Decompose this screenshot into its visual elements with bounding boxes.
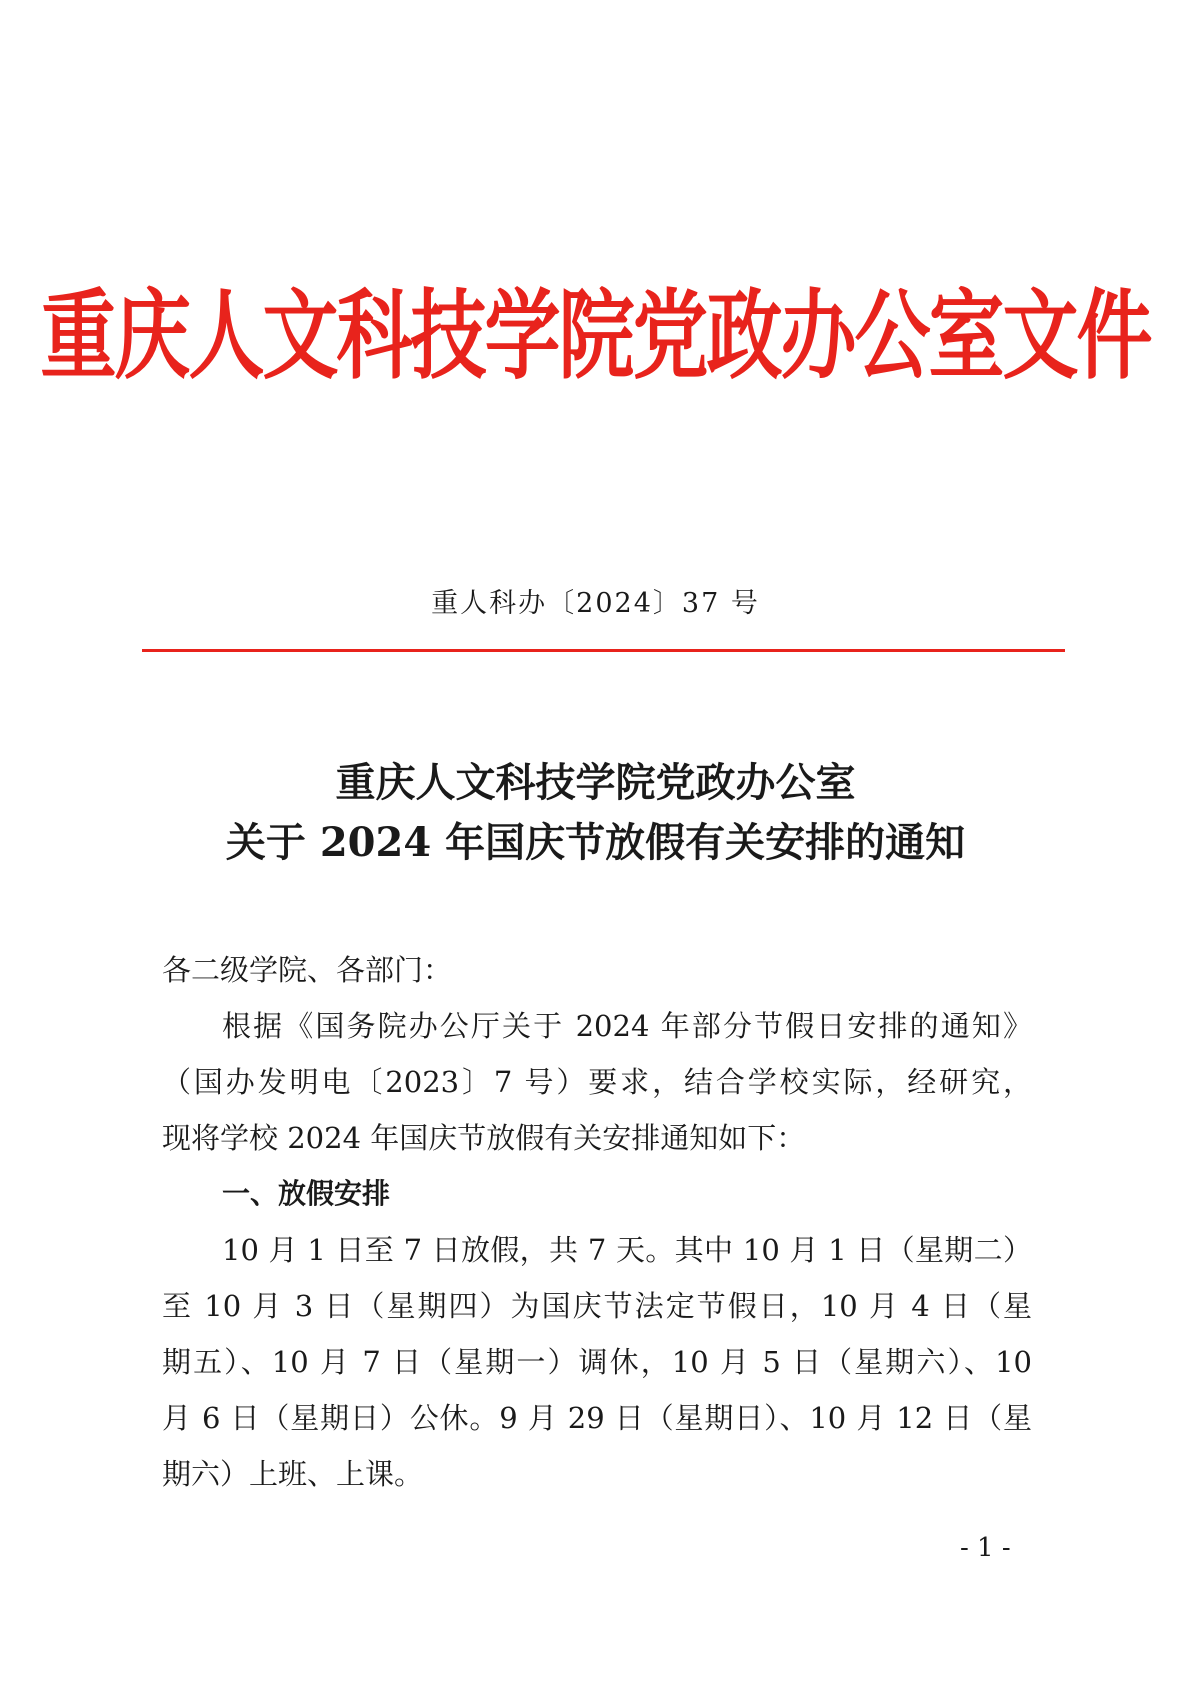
- document-number: 重人科办〔2024〕37 号: [431, 588, 760, 619]
- section-1-line-5: 期六）上班、上课。: [162, 1457, 424, 1491]
- notice-title-line-2: 关于 2024 年国庆节放假有关安排的通知: [225, 819, 966, 866]
- issuer-header-title: 重庆人文科技学院党政办公室文件: [40, 278, 1151, 393]
- section-1-line-2: 至 10 月 3 日（星期四）为国庆节法定节假日，10 月 4 日（星: [162, 1289, 1032, 1323]
- section-1-line-3: 期五）、10 月 7 日（星期一）调休，10 月 5 日（星期六）、10: [162, 1345, 1032, 1379]
- notice-title-line-1: 重庆人文科技学院党政办公室: [335, 759, 856, 806]
- section-1-line-4: 月 6 日（星期日）公休。9 月 29 日（星期日）、10 月 12 日（星: [162, 1401, 1032, 1435]
- salutation: 各二级学院、各部门：: [162, 953, 453, 987]
- page-number: - 1 -: [960, 1533, 1011, 1563]
- section-1-heading: 一、放假安排: [222, 1177, 391, 1210]
- section-1-line-1: 10 月 1 日至 7 日放假，共 7 天。其中 10 月 1 日（星期二）: [222, 1233, 1032, 1267]
- intro-line-3: 现将学校 2024 年国庆节放假有关安排通知如下：: [162, 1121, 806, 1155]
- intro-line-2: （国办发明电〔2023〕7 号）要求，结合学校实际，经研究，: [162, 1065, 1032, 1099]
- intro-line-1: 根据《国务院办公厅关于 2024 年部分节假日安排的通知》: [222, 1009, 1032, 1043]
- red-separator-line: [142, 649, 1065, 652]
